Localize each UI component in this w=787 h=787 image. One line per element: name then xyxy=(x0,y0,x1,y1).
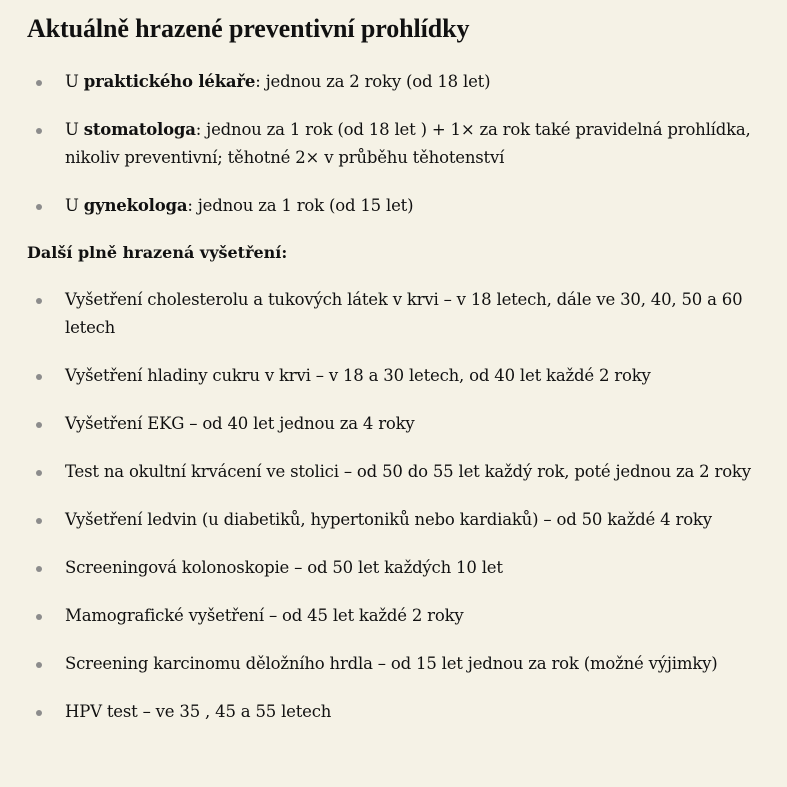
section-subheading: Další plně hrazená vyšetření: xyxy=(27,243,288,262)
item-doctor: praktického lékaře xyxy=(83,72,256,91)
covered-exams-list xyxy=(27,286,769,726)
list-item xyxy=(27,68,769,96)
bullet-icon xyxy=(36,204,42,210)
item-detail: : jednou za 2 roky (od 18 let) xyxy=(255,72,491,91)
item-text: Vyšetření hladiny cukru v krvi – v 18 a 30 letech, od 40 let každé 2 roky xyxy=(65,366,651,385)
item-text: Screening karcinomu děložního hrdla – od 15 let jednou za rok (možné výjimky) xyxy=(65,654,718,673)
item-doctor: stomatologa xyxy=(83,120,196,139)
list-item xyxy=(27,116,769,172)
item-text: Mamografické vyšetření – od 45 let každé 2 roky xyxy=(65,606,464,625)
list-item xyxy=(27,458,769,486)
list-item xyxy=(27,698,769,726)
list-item xyxy=(27,192,769,220)
bullet-icon xyxy=(36,614,42,620)
bullet-icon xyxy=(36,710,42,716)
item-text: Test na okultní krvácení ve stolici – od 50 do 55 let každý rok, poté jednou za 2 roky xyxy=(65,462,751,481)
preventive-checkups-list xyxy=(27,68,769,220)
item-prefix: U xyxy=(65,72,84,91)
bullet-icon xyxy=(36,566,42,572)
item-text: Vyšetření EKG – od 40 let jednou za 4 roky xyxy=(65,414,415,433)
item-doctor: gynekologa xyxy=(83,196,188,215)
bullet-icon xyxy=(36,518,42,524)
list-item xyxy=(27,362,769,390)
bullet-icon xyxy=(36,298,42,304)
item-text: Screeningová kolonoskopie – od 50 let každých 10 let xyxy=(65,558,503,577)
page-title: Aktuálně hrazené preventivní prohlídky xyxy=(27,14,470,43)
item-detail: : jednou za 1 rok (od 15 let) xyxy=(187,196,414,215)
list-item xyxy=(27,506,769,534)
item-prefix: U xyxy=(65,196,84,215)
list-item xyxy=(27,650,769,678)
item-text: Vyšetření ledvin (u diabetiků, hypertoniků nebo kardiaků) – od 50 každé 4 roky xyxy=(65,510,712,529)
list-item xyxy=(27,410,769,438)
item-detail: : jednou za 1 rok (od 18 let ) + 1× za rok také pravidelná prohlídka, nikoliv preventivní; těhotné 2× v průběhu těhotenství xyxy=(65,120,751,167)
bullet-icon xyxy=(36,128,42,134)
list-item xyxy=(27,602,769,630)
bullet-icon xyxy=(36,662,42,668)
list-item xyxy=(27,554,769,582)
bullet-icon xyxy=(36,80,42,86)
bullet-icon xyxy=(36,422,42,428)
list-item xyxy=(27,286,769,342)
bullet-icon xyxy=(36,374,42,380)
bullet-icon xyxy=(36,470,42,476)
item-prefix: U xyxy=(65,120,84,139)
item-text: HPV test – ve 35 , 45 a 55 letech xyxy=(65,702,332,721)
item-text: Vyšetření cholesterolu a tukových látek v krvi – v 18 letech, dále ve 30, 40, 50 a 60 letech xyxy=(65,290,743,337)
